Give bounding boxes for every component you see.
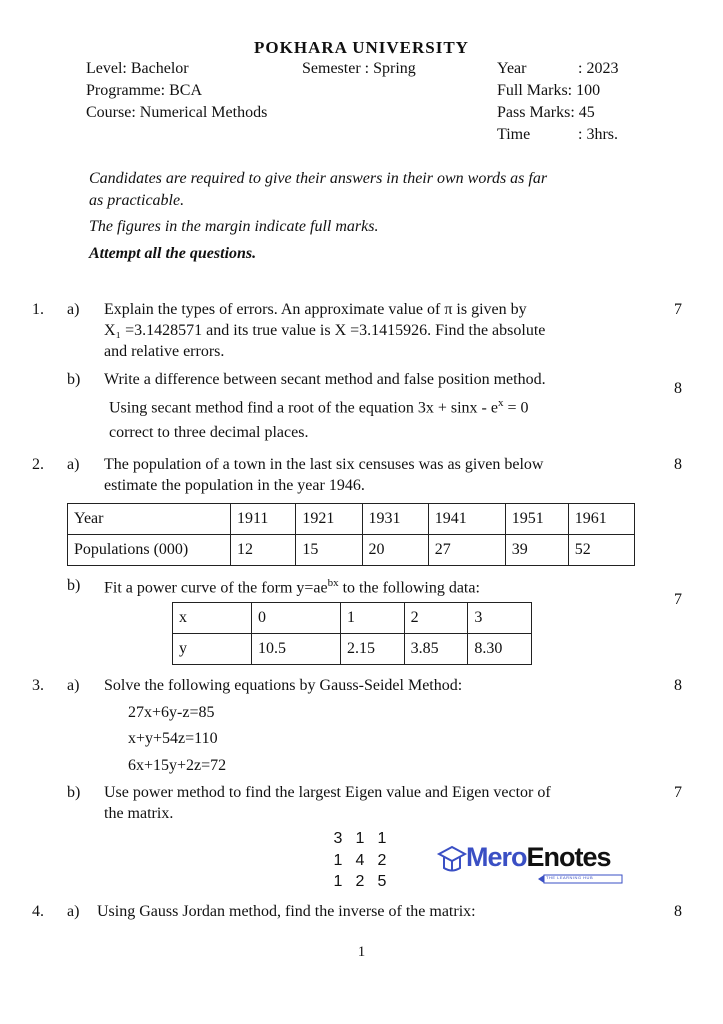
- semester-text: Semester : Spring: [302, 60, 416, 77]
- table-cell: 8.30: [468, 634, 532, 665]
- q2-number: 2.: [32, 456, 44, 473]
- q2a-marks: 8: [674, 456, 682, 473]
- eigen-matrix: [327, 828, 393, 893]
- instruction-line-2: as practicable.: [89, 192, 185, 209]
- q1b-line-2: [109, 397, 528, 417]
- q1b-line-3: correct to three decimal places.: [109, 424, 309, 441]
- table-cell: 2: [404, 603, 468, 634]
- matrix-cell: 1: [333, 873, 343, 890]
- q1b-line-1: Write a difference between secant method and false position method.: [104, 371, 546, 388]
- q3a-marks: 8: [674, 677, 682, 694]
- university-title: POKHARA UNIVERSITY: [254, 38, 469, 57]
- q3b-line-2: the matrix.: [104, 805, 174, 822]
- matrix-row: [327, 828, 393, 850]
- full-marks-text: Full Marks: 100: [497, 82, 601, 99]
- table-cell: 15: [296, 535, 362, 566]
- q4a-letter: a): [67, 903, 80, 920]
- pass-marks-text: Pass Marks: 45: [497, 104, 595, 121]
- population-table: [67, 503, 635, 566]
- matrix-cell: 1: [355, 830, 365, 847]
- q3a-letter: a): [67, 677, 80, 694]
- table-cell: 27: [428, 535, 505, 566]
- programme-text: Programme: BCA: [86, 82, 202, 99]
- matrix-cell: 1: [333, 851, 343, 869]
- table-cell: y: [173, 634, 252, 665]
- q1a-line-3: and relative errors.: [104, 343, 225, 360]
- q3a-equation-2: x+y+54z=110: [128, 730, 218, 747]
- year-value: : 2023: [578, 60, 619, 77]
- q2a-line-2: estimate the population in the year 1946.: [104, 477, 365, 494]
- matrix-cell: 5: [377, 873, 387, 890]
- q3-number: 3.: [32, 677, 44, 694]
- table-row: [68, 504, 635, 535]
- page-number: 1: [357, 944, 366, 960]
- table-cell: 12: [231, 535, 296, 566]
- year-label: Year: [497, 60, 527, 77]
- q2a-letter: a): [67, 456, 80, 473]
- logo-part-1: Mero: [466, 842, 527, 872]
- table-cell: 1921: [296, 504, 362, 535]
- q4a-marks: 8: [674, 903, 682, 920]
- table-row: [173, 603, 532, 634]
- table-cell: 39: [505, 535, 568, 566]
- q1a-line-1: Explain the types of errors. An approximate value of π is given by: [104, 301, 527, 318]
- power-curve-table: [172, 602, 532, 665]
- table-cell: 1911: [231, 504, 296, 535]
- logo-part-2: Enotes: [526, 842, 611, 872]
- q4-number: 4.: [32, 903, 44, 920]
- time-label: Time: [497, 126, 531, 143]
- q3a-equation-3: 6x+15y+2z=72: [128, 757, 227, 774]
- instruction-line-3: The figures in the margin indicate full marks.: [89, 218, 379, 235]
- q3b-letter: b): [67, 784, 81, 801]
- q3b-line-1: Use power method to find the largest Eigen value and Eigen vector of: [104, 784, 551, 801]
- q1a-line-2: X₁ =3.1428571 and its true value is X =3.1415926. Find the absolute: [104, 322, 546, 339]
- table-cell: x: [173, 603, 252, 634]
- matrix-cell: 2: [377, 851, 387, 869]
- q3b-marks: 7: [674, 784, 682, 801]
- matrix-cell: 3: [333, 830, 343, 847]
- q1b-exponent: x: [497, 397, 504, 409]
- table-cell: 52: [568, 535, 634, 566]
- table-cell: 1961: [568, 504, 634, 535]
- q4a-line-1: Using Gauss Jordan method, find the inverse of the matrix:: [97, 903, 476, 920]
- table-cell: 2.15: [341, 634, 405, 665]
- table-cell: 3: [468, 603, 532, 634]
- graduation-hat-icon: [436, 842, 468, 878]
- instruction-line-1: Candidates are required to give their answers in their own words as far: [89, 170, 548, 187]
- table-cell: 20: [362, 535, 428, 566]
- table-cell: 1: [341, 603, 405, 634]
- q1b-letter: b): [67, 371, 81, 388]
- time-value: : 3hrs.: [578, 126, 618, 143]
- table-cell: Populations (000): [68, 535, 231, 566]
- course-text: Course: Numerical Methods: [86, 104, 268, 121]
- table-cell: Year: [68, 504, 231, 535]
- matrix-cell: 1: [377, 830, 387, 847]
- q1-number: 1.: [32, 301, 44, 318]
- table-row: [173, 634, 532, 665]
- logo-wordmark: [466, 842, 611, 873]
- meroenotes-logo: [436, 840, 632, 888]
- q1a-letter: a): [67, 301, 80, 318]
- matrix-row: [327, 871, 393, 893]
- q2b-line-1-text: Fit a power curve of the form y=ae: [104, 579, 328, 597]
- q3a-equation-1: 27x+6y-z=85: [128, 704, 215, 721]
- matrix-cell: 4: [355, 851, 365, 869]
- table-cell: 1931: [362, 504, 428, 535]
- q2b-marks: 7: [674, 591, 682, 608]
- level-text: Level: Bachelor: [86, 60, 189, 77]
- table-row: [68, 535, 635, 566]
- table-cell: 1951: [505, 504, 568, 535]
- table-cell: 10.5: [252, 634, 341, 665]
- table-cell: 0: [252, 603, 341, 634]
- table-cell: 3.85: [404, 634, 468, 665]
- q2b-exponent: bx: [327, 577, 339, 589]
- logo-tagline: THE LEARNING HUB: [546, 875, 594, 880]
- q1b-marks: 8: [674, 380, 682, 397]
- matrix-row: [327, 850, 393, 872]
- q3a-line-1: Solve the following equations by Gauss-Seidel Method:: [104, 677, 463, 694]
- q1b-line-2-end: = 0: [503, 399, 529, 417]
- q2b-letter: b): [67, 577, 81, 594]
- matrix-cell: 2: [355, 873, 365, 890]
- table-cell: 1941: [428, 504, 505, 535]
- q2b-line-1: [104, 577, 480, 597]
- instruction-line-4: Attempt all the questions.: [89, 245, 257, 262]
- q1b-line-2-text: Using secant method find a root of the equation 3x + sinx - e: [109, 399, 498, 417]
- q2b-line-1-end: to the following data:: [338, 579, 480, 597]
- q2a-line-1: The population of a town in the last six censuses was as given below: [104, 456, 544, 473]
- q1a-marks: 7: [674, 301, 682, 318]
